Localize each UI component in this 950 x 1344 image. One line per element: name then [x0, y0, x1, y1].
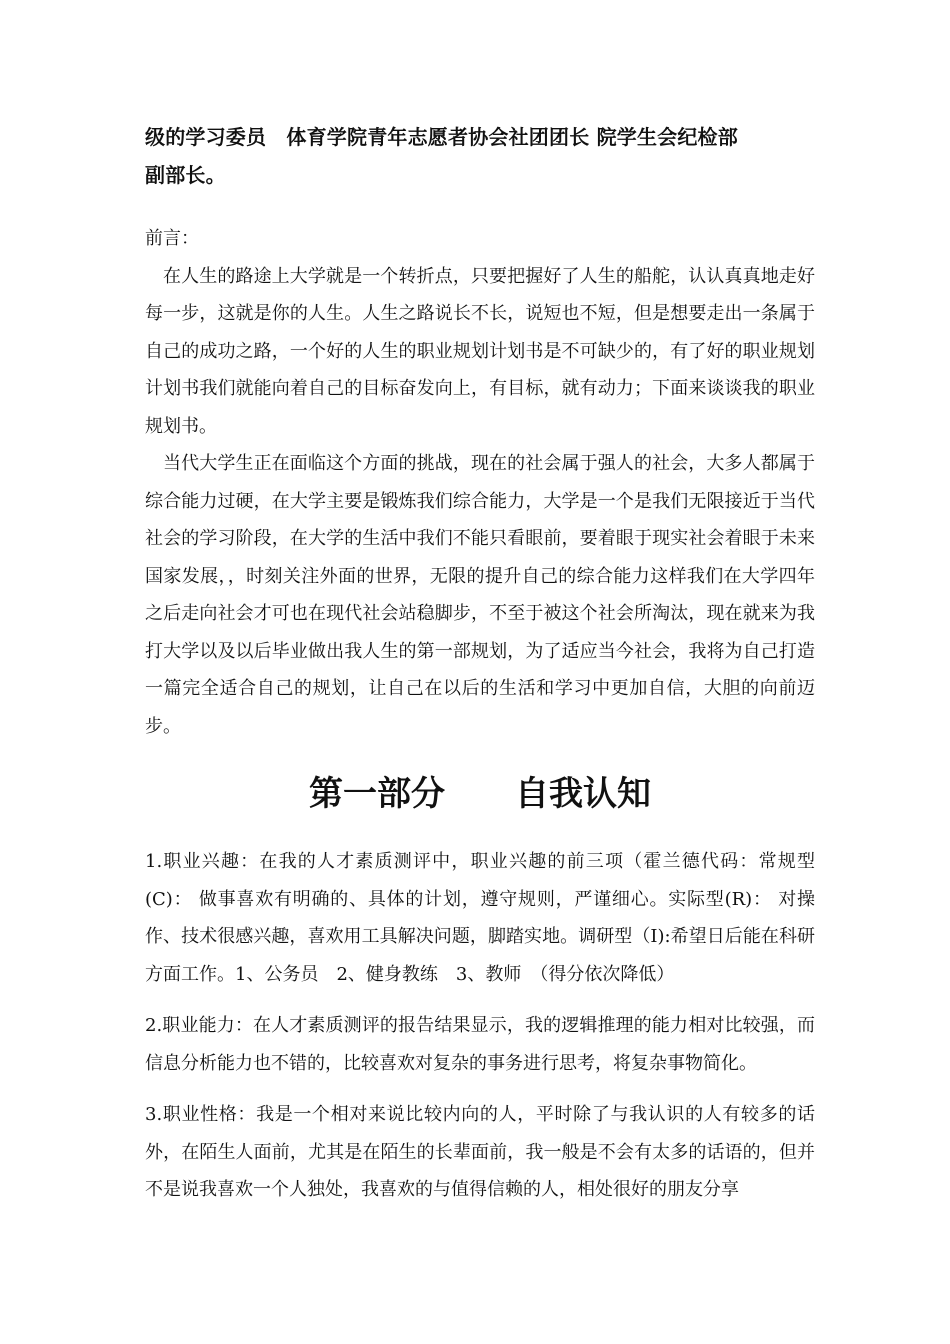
section-part-label: 第一部分 [309, 774, 445, 814]
document-page [145, 118, 815, 1209]
preface-paragraph-1: 在人生的路途上大学就是一个转折点，只要把握好了人生的船舵，认认真真地走好每一步，这就是你的人生。人生之路说长不长，说短也不短，但是想要走出一条属于自己的成功之路，一个好的人生的职业规划计划书是不可缺少的，有了好的职业规划计划书我们就能向着自己的目标奋发向上，有目标，就有动力；下面来谈谈我的职业规划书。 [145, 265, 815, 437]
career-interest-paragraph: 1.职业兴趣：在我的人才素质测评中，职业兴趣的前三项（霍兰德代码：常规型(C)： 做事喜欢有明确的、具体的计划，遵守规则，严谨细心。实际型(R)： 对操作、技术很感兴趣，喜欢用工具解决问题，脚踏实地。调研型（I):希望日后能在科研方面工作。1、公务员 2、健身教练 3、教师 （得分依次降低） [145, 851, 815, 985]
section-title [145, 769, 815, 819]
career-personality-paragraph: 3.职业性格：我是一个相对来说比较内向的人，平时除了与我认识的人有较多的话外，在陌生人面前，尤其是在陌生的长辈面前，我一般是不会有太多的话语的，但并不是说我喜欢一个人独处，我喜欢的与值得信赖的人，相处很好的朋友分享 [145, 1104, 815, 1200]
career-ability-paragraph: 2.职业能力：在人才素质测评的报告结果显示，我的逻辑推理的能力相对比较强，而信息分析能力也不错的，比较喜欢对复杂的事务进行思考，将复杂事物简化。 [145, 1015, 815, 1074]
header-line-2: 副部长。 [145, 163, 226, 187]
preface-paragraph-2: 当代大学生正在面临这个方面的挑战，现在的社会属于强人的社会，大多人都属于综合能力过硬，在大学主要是锻炼我们综合能力，大学是一个是我们无限接近于当代社会的学习阶段，在大学的生活中我们不能只看眼前，要着眼于现实社会着眼于未来国家发展，，时刻关注外面的世界，无限的提升自己的综合能力这样我们在大学四年之后走向社会才可也在现代社会站稳脚步，不至于被这个社会所淘汰，现在就来为我打大学以及以后毕业做出我人生的第一部规划，为了适应当今社会，我将为自己打造一篇完全适合自己的规划，让自己在以后的生活和学习中更加自信，大胆的向前迈步。 [145, 453, 815, 737]
section-title-text: 自我认知 [515, 774, 651, 814]
header-line-1: 级的学习委员 体育学院青年志愿者协会社团团长 院学生会纪检部 [145, 125, 738, 149]
preface-label: 前言： [145, 228, 199, 249]
